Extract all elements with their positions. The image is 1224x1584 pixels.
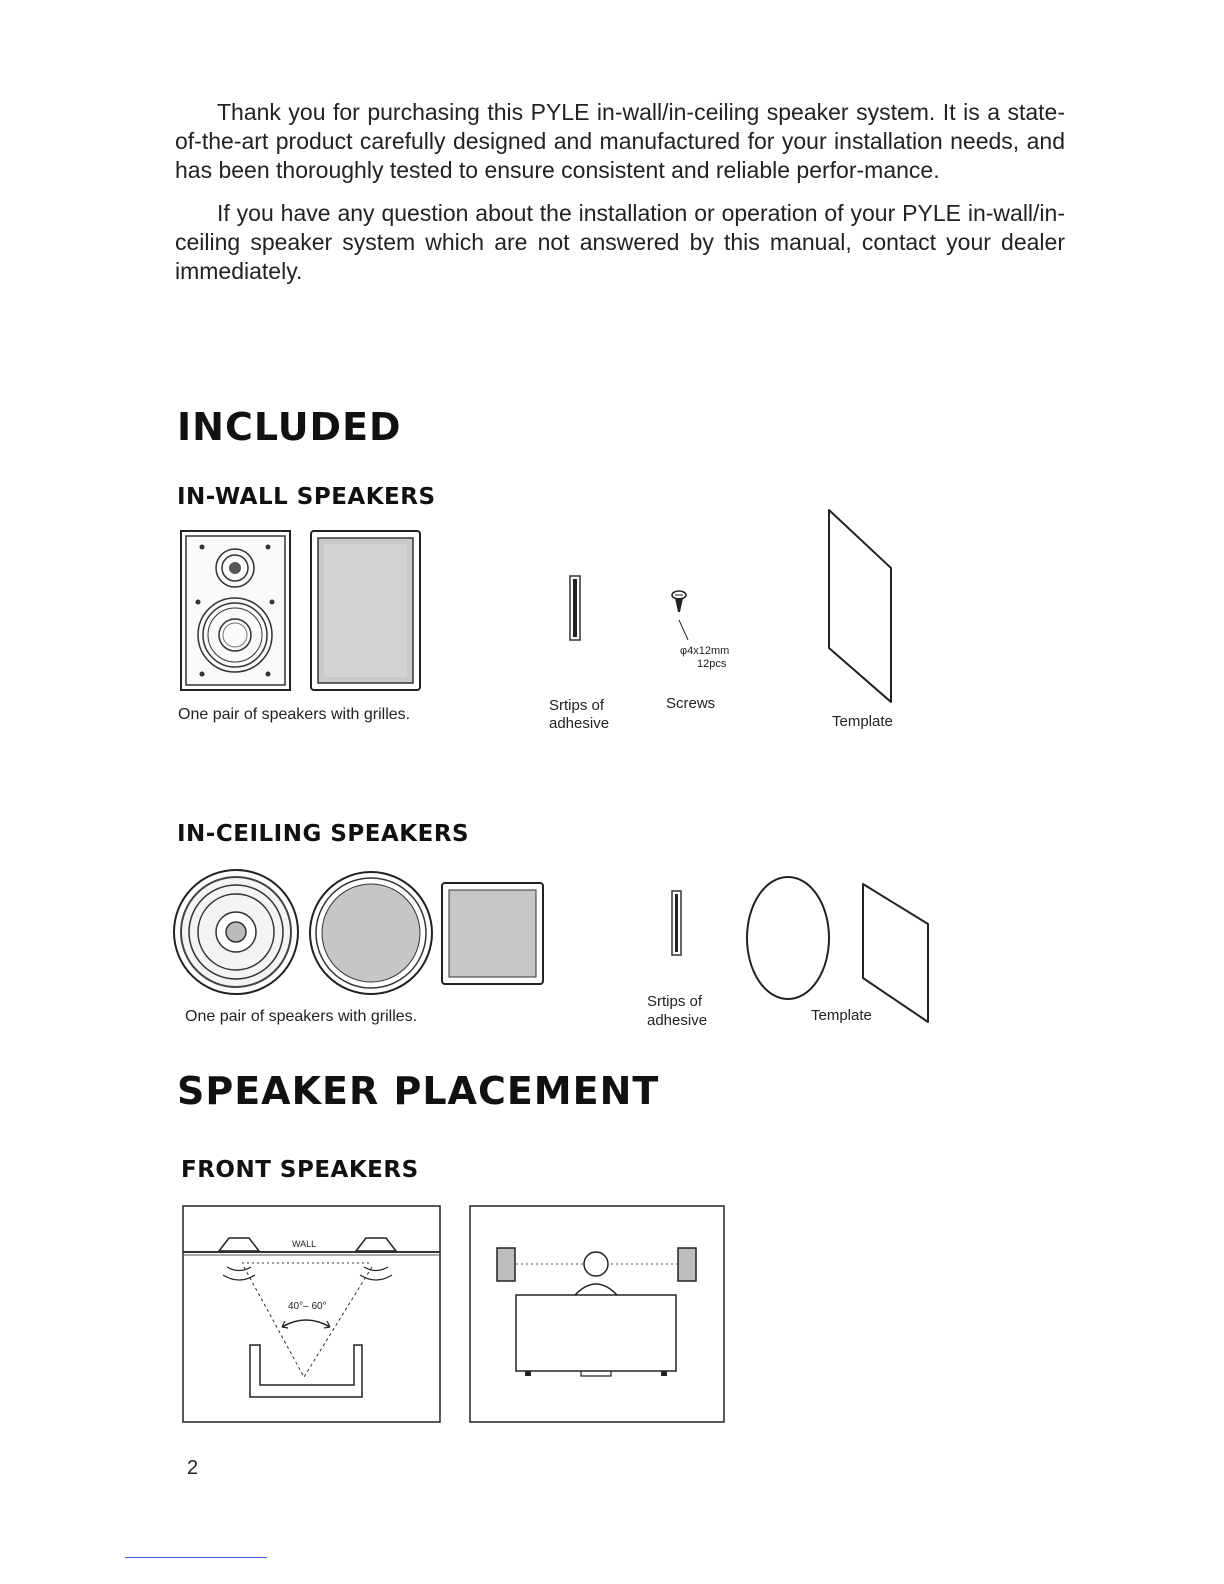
- screw-spec-1: φ4x12mm: [680, 645, 730, 657]
- angle-label: 40°– 60°: [288, 1301, 327, 1312]
- screw-icon: [668, 590, 698, 650]
- placement-front-view-diagram: [469, 1205, 726, 1425]
- adhesive-strip-icon: [568, 575, 584, 643]
- in-wall-template-caption: Template: [832, 713, 893, 730]
- ceiling-template-icon: [860, 882, 932, 1024]
- included-title: INCLUDED: [177, 405, 402, 449]
- wall-label: WALL: [292, 1239, 317, 1249]
- in-wall-speakers-caption: One pair of speakers with grilles.: [178, 706, 411, 723]
- intro-text: [175, 98, 1065, 286]
- in-ceiling-template-caption: Template: [811, 1007, 872, 1024]
- square-grille-icon: [441, 882, 545, 986]
- grille-icon: [310, 530, 422, 692]
- in-wall-speaker-icon: [180, 530, 292, 692]
- front-speakers-heading: FRONT SPEAKERS: [181, 1157, 419, 1183]
- in-wall-strips-caption-1: Srtips of: [549, 697, 605, 714]
- ceiling-speaker-icon: [172, 868, 300, 996]
- in-wall-strips-caption-2: adhesive: [549, 715, 610, 732]
- round-template-icon: [745, 875, 831, 1005]
- template-icon: [825, 508, 895, 704]
- in-ceiling-strips-caption-2: adhesive: [647, 1012, 708, 1029]
- intro-paragraph-1: Thank you for purchasing this PYLE in-wall/in-ceiling speaker system. It is a state-of-the-art product carefully designed and manufactured for your installation needs, and has been thoroughly tested to ensure consistent and reliable perfor-mance.: [175, 99, 1065, 183]
- intro-paragraph-2: If you have any question about the installation or operation of your PYLE in-wall/in-ceiling speaker system which are not answered by this manual, contact your dealer immediately.: [175, 200, 1065, 284]
- in-ceiling-heading: IN-CEILING SPEAKERS: [177, 821, 470, 847]
- in-ceiling-strips-caption-1: Srtips of: [647, 993, 703, 1010]
- screws-caption: Screws: [666, 695, 716, 712]
- page-number: 2: [187, 1457, 199, 1479]
- footer-rule: [125, 1557, 267, 1558]
- placement-title: SPEAKER PLACEMENT: [177, 1069, 660, 1113]
- in-wall-heading: IN-WALL SPEAKERS: [177, 484, 436, 510]
- in-ceiling-speakers-caption: One pair of speakers with grilles.: [185, 1008, 418, 1025]
- ceiling-grille-icon: [308, 870, 434, 996]
- ceiling-adhesive-strip-icon: [670, 890, 684, 958]
- screw-spec-2: 12pcs: [697, 658, 727, 670]
